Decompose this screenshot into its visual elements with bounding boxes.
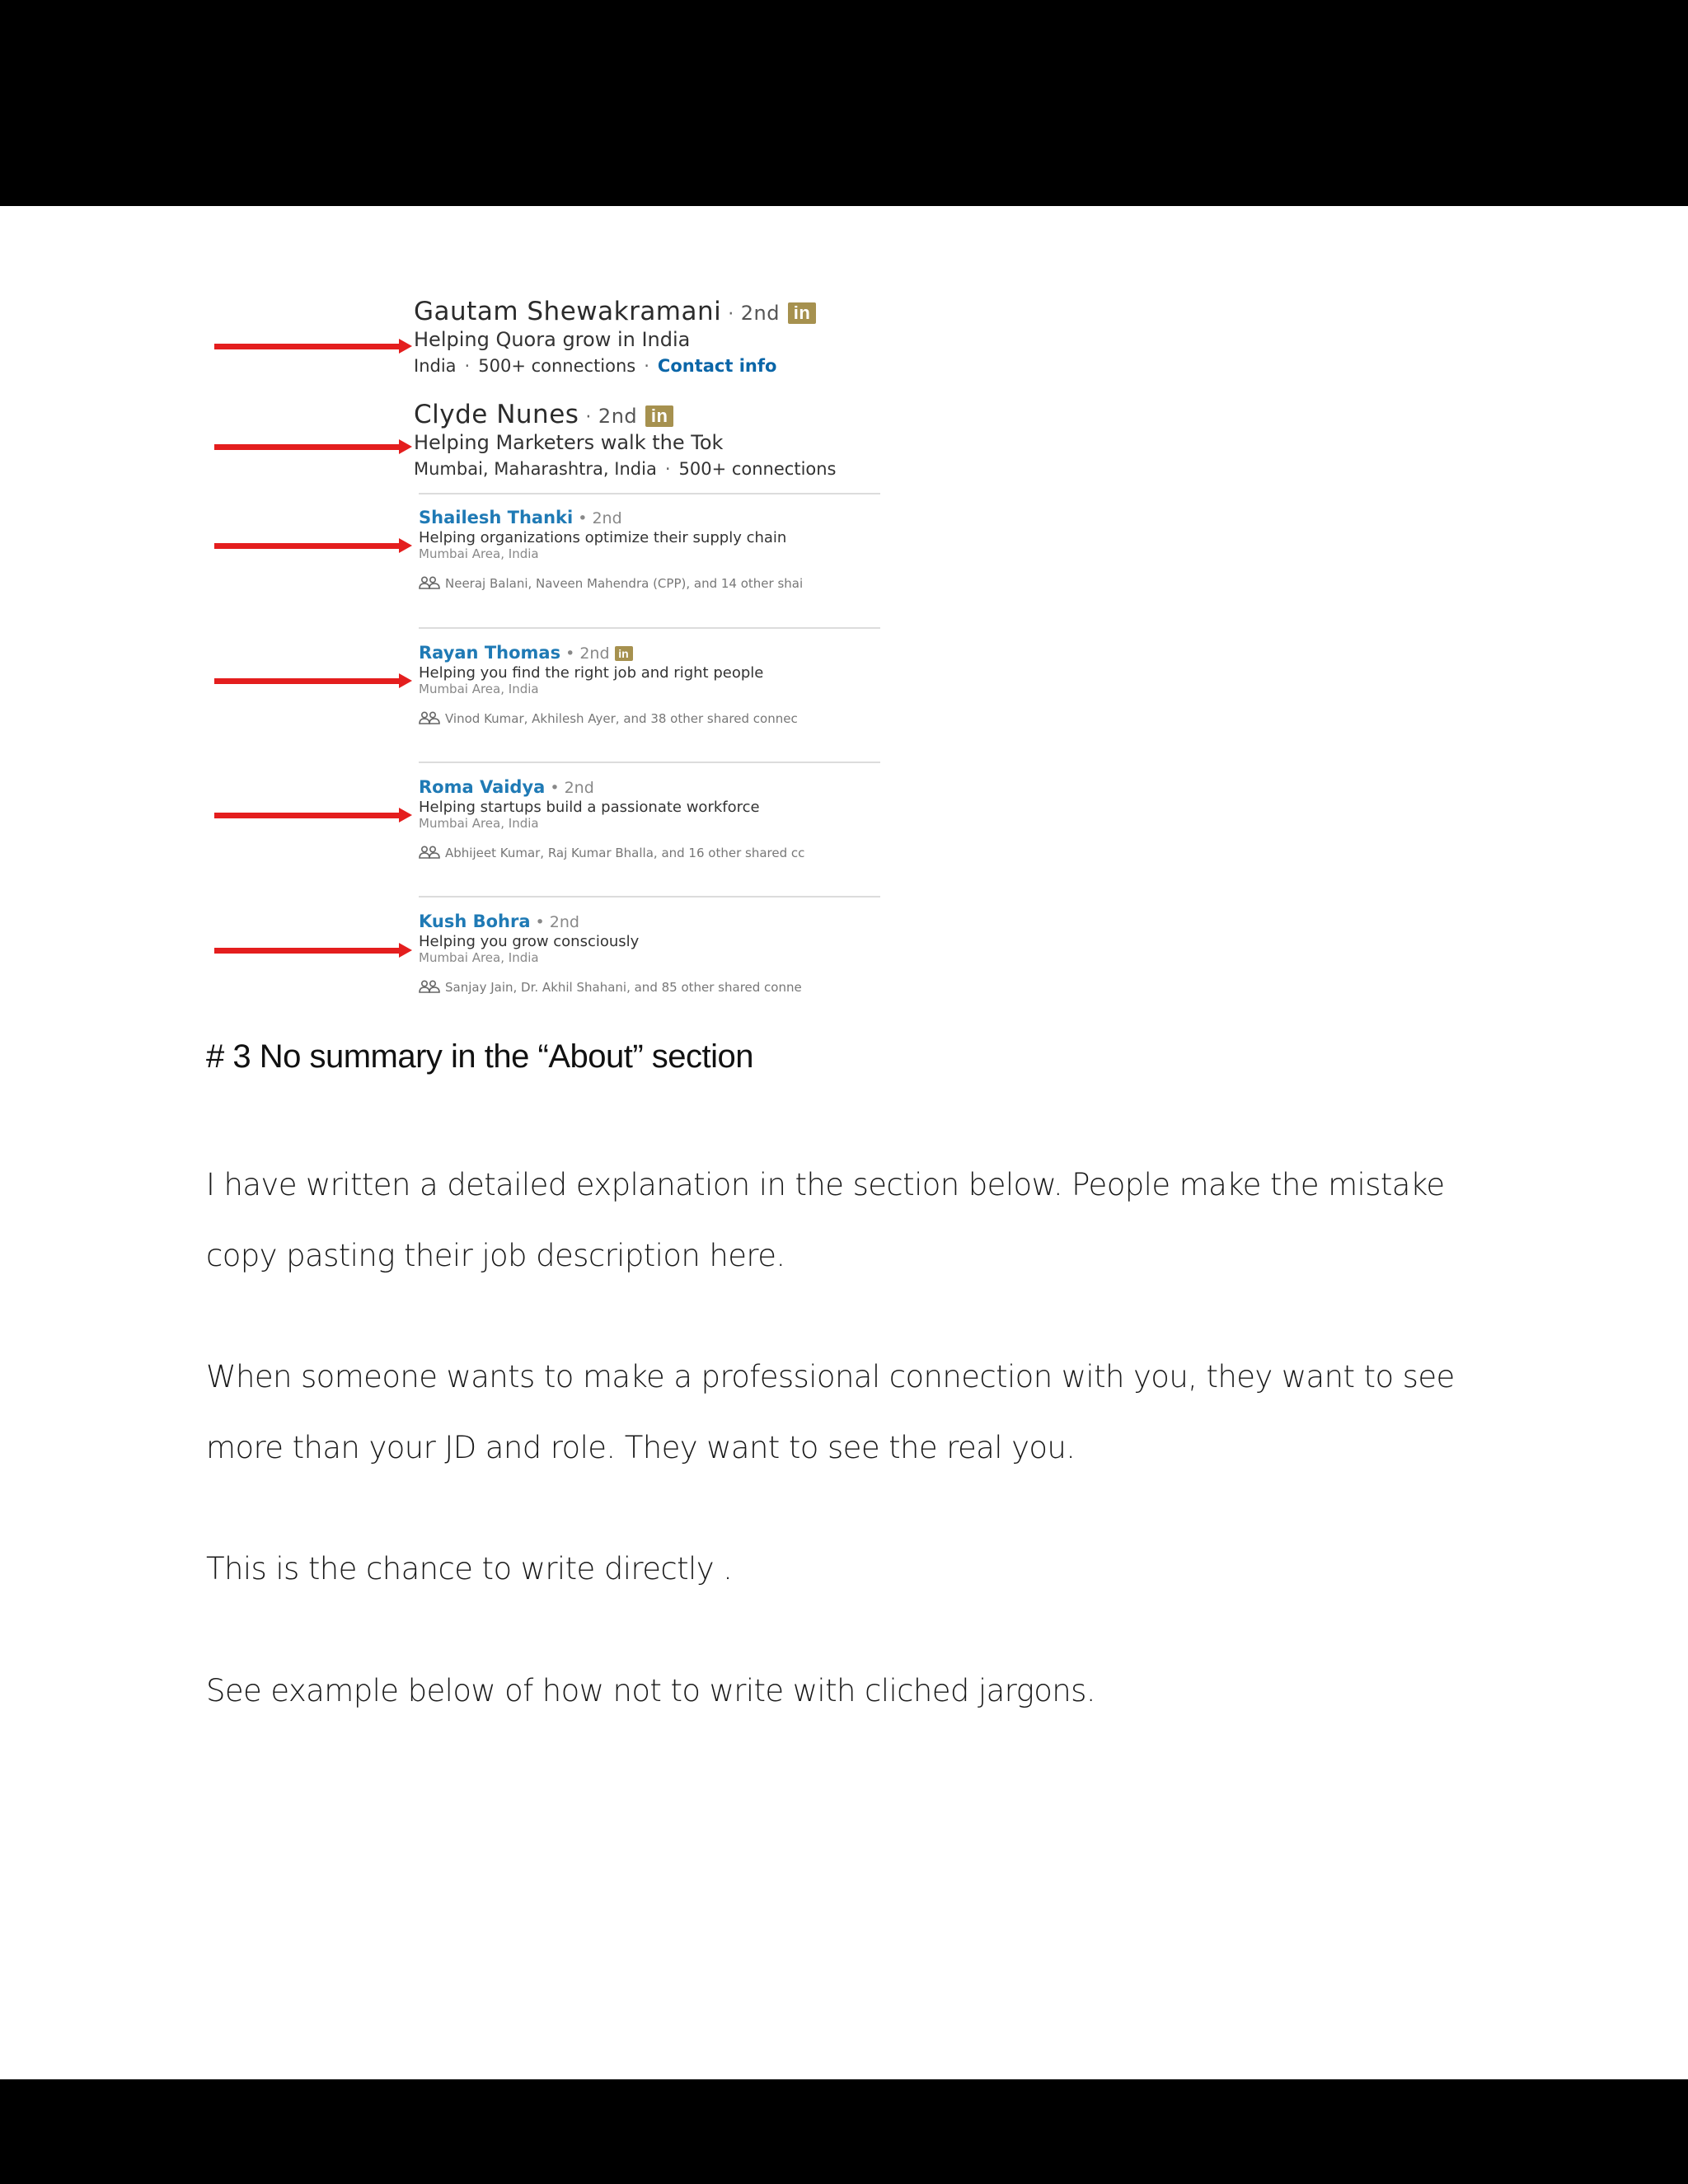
paragraph: When someone wants to make a professional connection with you, they want to see more than your JD and role. They want to see the real you.: [206, 1359, 1455, 1465]
profile-name[interactable]: Kush Bohra: [419, 912, 531, 931]
divider: [419, 896, 880, 898]
profile-location: Mumbai Area, India: [419, 546, 539, 561]
paragraph: See example below of how not to write with cliched jargons.: [206, 1673, 1095, 1708]
bottom-black-bar: [0, 2079, 1688, 2184]
linkedin-icon: in: [615, 646, 633, 661]
connection-degree: 2nd: [740, 302, 780, 325]
profile-name[interactable]: Gautam Shewakramani: [414, 297, 722, 326]
search-result-item: [419, 912, 880, 995]
profile-name[interactable]: Clyde Nunes: [414, 400, 579, 429]
search-result-item: [419, 643, 880, 726]
linkedin-icon: in: [788, 302, 816, 324]
profile-card: [414, 297, 816, 376]
profile-headline: Helping startups build a passionate workforce: [419, 799, 760, 816]
red-arrow-icon: [214, 943, 412, 958]
profile-location: Mumbai Area, India: [419, 816, 539, 831]
shared-connections[interactable]: Neeraj Balani, Naveen Mahendra (CPP), and 14 other shai: [445, 576, 804, 591]
divider: [419, 493, 880, 494]
red-arrow-icon: [214, 339, 412, 354]
document-page: [0, 206, 1688, 2079]
section-heading: # 3 No summary in the “About” section: [206, 1038, 754, 1075]
separator: ·: [728, 304, 734, 325]
shared-connections-icon: [419, 846, 440, 859]
shared-connections[interactable]: Vinod Kumar, Akhilesh Ayer, and 38 other shared connec: [445, 711, 798, 726]
profile-location: India: [414, 356, 457, 376]
shared-connections-icon: [419, 711, 440, 724]
profile-location: Mumbai Area, India: [419, 950, 539, 965]
search-result-item: [419, 508, 880, 591]
red-arrow-icon: [214, 808, 412, 823]
red-arrow-icon: [214, 439, 412, 454]
profile-card: [414, 400, 837, 479]
connections-count[interactable]: 500+ connections: [478, 356, 636, 376]
separator: ·: [585, 407, 592, 428]
profile-headline: Helping Marketers walk the Tok: [414, 431, 724, 454]
top-black-bar: [0, 0, 1688, 206]
paragraph: This is the chance to write directly .: [206, 1551, 733, 1586]
shared-connections-icon: [419, 980, 440, 993]
separator: ·: [644, 356, 649, 376]
profile-headline: Helping you find the right job and right people: [419, 664, 764, 682]
connection-degree: • 2nd: [565, 644, 610, 663]
red-arrow-icon: [214, 538, 412, 553]
connection-degree: • 2nd: [550, 779, 594, 797]
search-result-item: [419, 777, 880, 860]
contact-info-link[interactable]: Contact info: [657, 356, 777, 376]
connection-degree: • 2nd: [578, 509, 622, 527]
linkedin-icon: in: [645, 405, 673, 427]
divider: [419, 762, 880, 763]
profile-location: Mumbai, Maharashtra, India: [414, 459, 657, 479]
shared-connections[interactable]: Sanjay Jain, Dr. Akhil Shahani, and 85 other shared conne: [445, 980, 802, 995]
profile-name[interactable]: Roma Vaidya: [419, 777, 546, 797]
profile-name[interactable]: Shailesh Thanki: [419, 508, 574, 527]
connections-count[interactable]: 500+ connections: [678, 459, 837, 479]
divider: [419, 627, 880, 629]
profile-name[interactable]: Rayan Thomas: [419, 643, 561, 663]
linkedin-headlines-screenshot: [206, 246, 948, 995]
profile-headline: Helping organizations optimize their supply chain: [419, 529, 787, 546]
connection-degree: • 2nd: [535, 913, 579, 931]
separator: ·: [464, 356, 471, 376]
profile-headline: Helping Quora grow in India: [414, 328, 691, 351]
red-arrow-icon: [214, 673, 412, 688]
separator: ·: [664, 459, 671, 479]
profile-headline: Helping you grow consciously: [419, 933, 640, 950]
shared-connections-icon: [419, 576, 440, 589]
shared-connections[interactable]: Abhijeet Kumar, Raj Kumar Bhalla, and 16 other shared cc: [445, 846, 805, 860]
profile-location: Mumbai Area, India: [419, 682, 539, 696]
connection-degree: 2nd: [598, 405, 638, 428]
paragraph: I have written a detailed explanation in the section below. People make the mistake copy pasting their job description here.: [206, 1167, 1445, 1273]
